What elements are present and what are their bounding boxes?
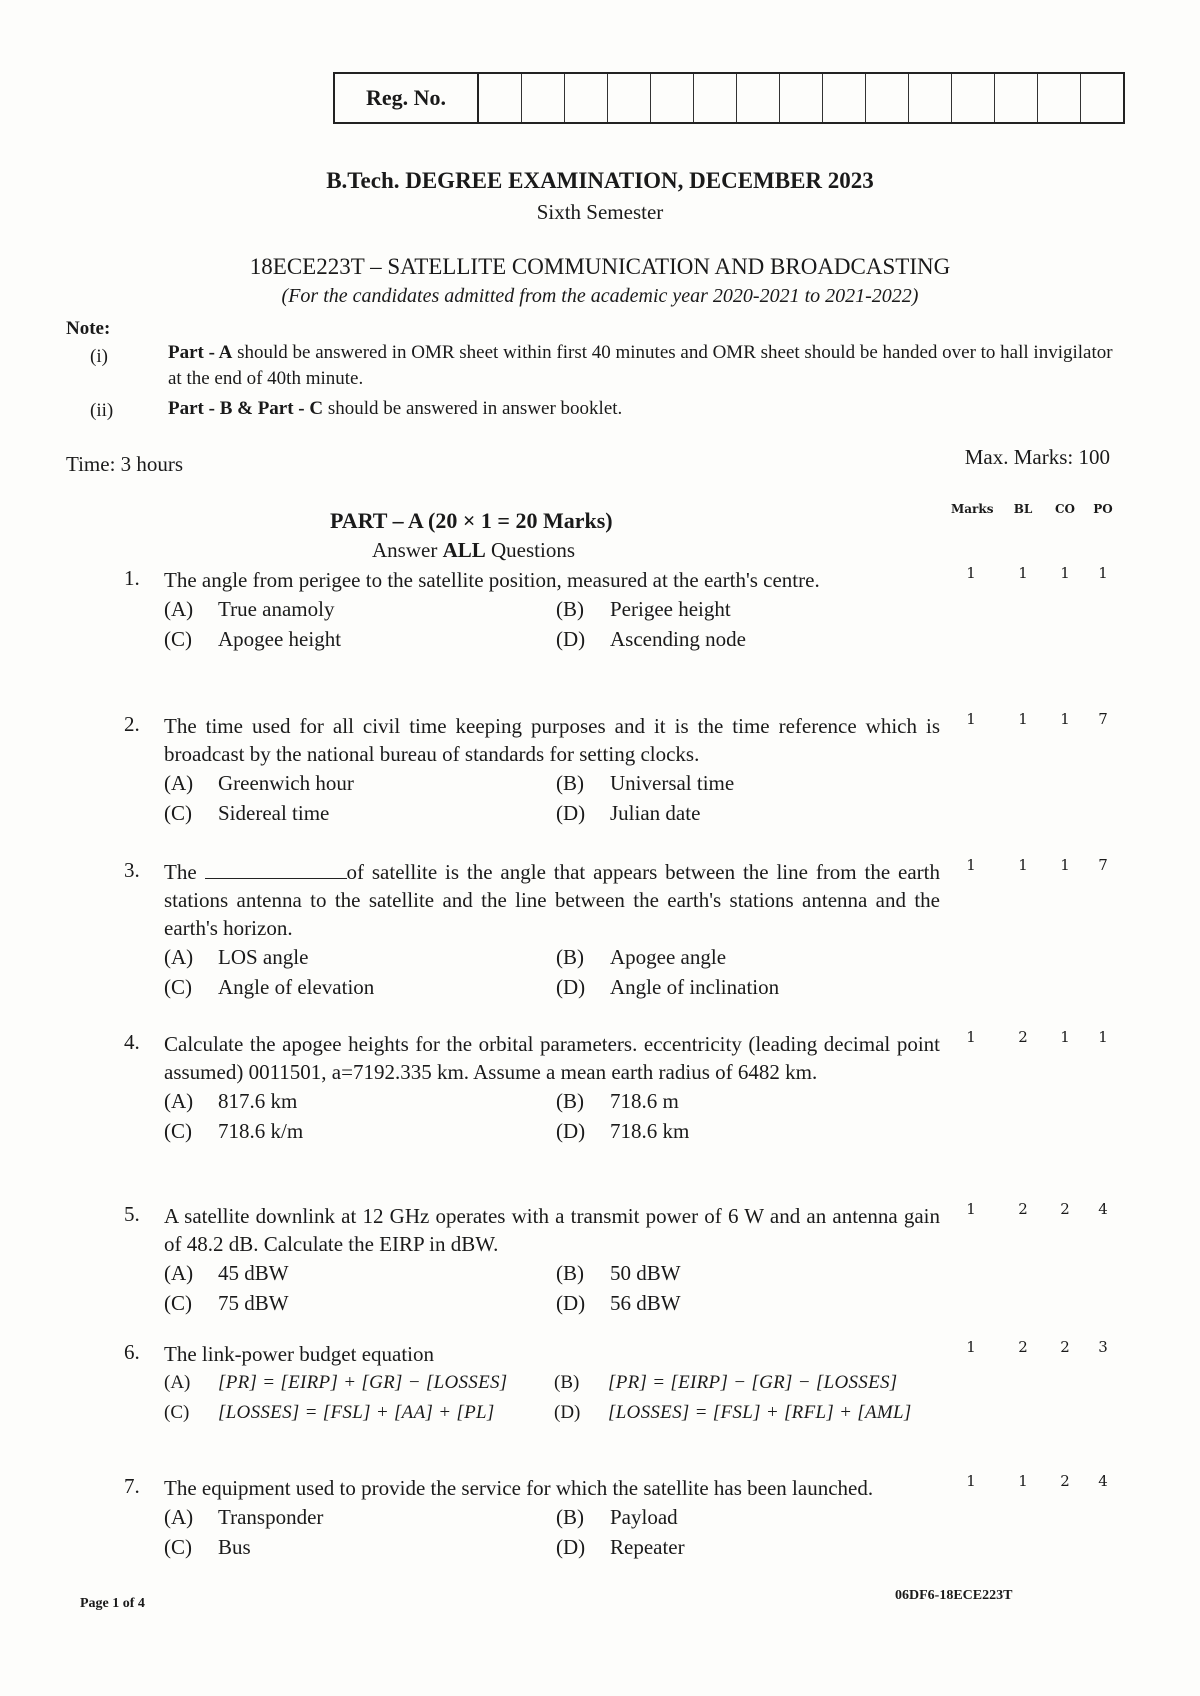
option-text: [LOSSES] = [FSL] + [RFL] + [AML] — [608, 1402, 912, 1423]
option — [556, 624, 976, 654]
option-text: Transponder — [218, 1505, 324, 1529]
instruction-bold: ALL — [442, 538, 486, 562]
option-text: 718.6 k/m — [218, 1119, 304, 1143]
option-text: Apogee height — [218, 627, 342, 651]
option-letter: (A) — [164, 1372, 191, 1393]
note-text: should be answered in answer booklet. — [323, 398, 623, 419]
question-number: 5. — [124, 1202, 140, 1226]
question-text: The link-power budget equation — [164, 1342, 435, 1366]
bl-value: 2 — [1018, 1028, 1028, 1046]
bl-value: 2 — [1018, 1338, 1028, 1356]
admitted-note: (For the candidates admitted from the academic year 2020-2021 to 2021-2022) — [281, 285, 919, 307]
marks-value: 1 — [966, 1028, 976, 1046]
po-value: 7 — [1098, 856, 1108, 874]
option — [164, 768, 556, 798]
option-letter: (C) — [164, 1402, 190, 1423]
note-item-number: (i) — [90, 346, 108, 367]
option-letter: (D) — [556, 627, 586, 651]
option — [556, 972, 976, 1002]
col-header-po: PO — [1093, 502, 1113, 516]
question-text: The time used for all civil time keeping purposes and it is the time reference which is broadcast by the national bureau of standards for setting clocks. — [164, 714, 940, 766]
marks-value: 1 — [966, 856, 976, 874]
option-letter: (C) — [164, 801, 192, 825]
reg-no-cell — [866, 74, 909, 122]
option-text: Angle of elevation — [218, 975, 375, 999]
option — [556, 1288, 976, 1318]
course-title: 18ECE223T – SATELLITE COMMUNICATION AND BROADCASTING — [249, 254, 951, 279]
reg-no-cell — [1038, 74, 1081, 122]
question-6 — [124, 1340, 940, 1428]
option-text: 56 dBW — [610, 1291, 681, 1315]
option — [164, 1288, 556, 1318]
option — [556, 1086, 976, 1116]
reg-no-box — [333, 72, 1125, 124]
option-letter: (B) — [554, 1372, 580, 1393]
option — [164, 798, 556, 828]
note-item-1 — [168, 340, 1113, 392]
option-letter: (C) — [164, 1535, 192, 1559]
option-letter: (D) — [556, 1535, 586, 1559]
option-letter: (B) — [556, 945, 584, 969]
question-7 — [124, 1474, 940, 1562]
note-heading: Note: — [66, 318, 111, 339]
question-number: 7. — [124, 1474, 140, 1498]
question-2 — [124, 712, 940, 828]
marks-value: 1 — [966, 1472, 976, 1490]
option — [556, 942, 976, 972]
option-text: 45 dBW — [218, 1261, 289, 1285]
reg-no-cell — [1081, 74, 1123, 122]
option-text: Payload — [610, 1505, 678, 1529]
question-3 — [124, 858, 940, 1002]
question-1 — [124, 566, 940, 654]
option — [164, 1368, 554, 1398]
options — [164, 1258, 940, 1318]
option-text: Apogee angle — [610, 945, 727, 969]
option-letter: (B) — [556, 597, 584, 621]
page-number: Page 1 of 4 — [80, 1596, 145, 1611]
po-value: 4 — [1098, 1472, 1108, 1490]
options — [164, 1368, 940, 1428]
option — [556, 1502, 976, 1532]
option-letter: (D) — [556, 975, 586, 999]
option-text: [LOSSES] = [FSL] + [AA] + [PL] — [218, 1402, 495, 1423]
option-letter: (D) — [556, 1291, 586, 1315]
option-letter: (C) — [164, 975, 192, 999]
options — [164, 594, 940, 654]
instruction-text: Answer — [372, 538, 443, 562]
option — [556, 798, 976, 828]
max-marks: Max. Marks: 100 — [964, 445, 1110, 469]
question-text-post: of satellite is the angle that appears between the line from the earth stations antenna to the satellite and the line between the earth's stations antenna and the earth's horizon. — [164, 860, 940, 940]
time-allowed: Time: 3 hours — [66, 452, 184, 476]
option — [556, 594, 976, 624]
option-text: 817.6 km — [218, 1089, 298, 1113]
reg-no-cell — [909, 74, 952, 122]
note-item-number: (ii) — [90, 400, 114, 421]
question-text: A satellite downlink at 12 GHz operates with a transmit power of 6 W and an antenna gain of 48.2 dB. Calculate the EIRP in dBW. — [164, 1204, 940, 1256]
option-letter: (D) — [554, 1402, 581, 1423]
option-text: True anamoly — [218, 597, 335, 621]
option — [164, 1086, 556, 1116]
option-letter: (C) — [164, 1119, 192, 1143]
reg-no-cell — [995, 74, 1038, 122]
reg-no-cell — [823, 74, 866, 122]
reg-no-cell — [522, 74, 565, 122]
option-letter: (A) — [164, 771, 194, 795]
option-letter: (D) — [556, 801, 586, 825]
co-value: 2 — [1060, 1338, 1070, 1356]
col-header-co: CO — [1054, 502, 1075, 516]
fill-in-blank — [205, 860, 347, 879]
option-letter: (A) — [164, 945, 194, 969]
options — [164, 942, 940, 1002]
option — [164, 1502, 556, 1532]
reg-no-cell — [737, 74, 780, 122]
question-number: 1. — [124, 566, 140, 590]
bl-value: 1 — [1018, 1472, 1028, 1490]
option-letter: (B) — [556, 1505, 584, 1529]
option-text: Greenwich hour — [218, 771, 354, 795]
po-value: 4 — [1098, 1200, 1108, 1218]
col-header-bl: BL — [1013, 502, 1033, 516]
po-value: 1 — [1098, 1028, 1108, 1046]
part-a-heading: PART – A (20 × 1 = 20 Marks) — [330, 508, 613, 533]
option — [556, 1116, 976, 1146]
question-text: Calculate the apogee heights for the orbital parameters. eccentricity (leading decimal point assumed) 0011501, a=7192.335 km. Assume a mean earth radius of 6482 km. — [164, 1032, 940, 1084]
option — [554, 1398, 984, 1428]
question-4 — [124, 1030, 940, 1146]
reg-no-cell — [780, 74, 823, 122]
question-text: The equipment used to provide the service for which the satellite has been launched. — [164, 1476, 874, 1500]
option — [556, 1258, 976, 1288]
option — [164, 624, 556, 654]
co-value: 2 — [1060, 1472, 1070, 1490]
note-bold: Part - B & Part - C — [168, 398, 324, 419]
option — [554, 1368, 984, 1398]
option — [164, 972, 556, 1002]
option-letter: (A) — [164, 1261, 194, 1285]
option — [164, 1258, 556, 1288]
option-text: Bus — [218, 1535, 251, 1559]
co-value: 1 — [1060, 564, 1070, 582]
bl-value: 1 — [1018, 856, 1028, 874]
option-text: Repeater — [610, 1535, 685, 1559]
co-value: 1 — [1060, 1028, 1070, 1046]
option-letter: (A) — [164, 1089, 194, 1113]
option — [556, 768, 976, 798]
exam-title: B.Tech. DEGREE EXAMINATION, DECEMBER 2023 — [326, 168, 874, 193]
option-text: 75 dBW — [218, 1291, 289, 1315]
reg-no-cell — [608, 74, 651, 122]
option-letter: (B) — [556, 1261, 584, 1285]
option-letter: (A) — [164, 597, 194, 621]
option-text: 718.6 km — [610, 1119, 690, 1143]
option-text: Universal time — [610, 771, 735, 795]
option-letter: (D) — [556, 1119, 586, 1143]
note-bold: Part - A — [168, 342, 233, 363]
option — [556, 1532, 976, 1562]
co-value: 1 — [1060, 856, 1070, 874]
option — [164, 1398, 554, 1428]
option-text: [PR] = [EIRP] − [GR] − [LOSSES] — [608, 1372, 898, 1393]
option-text: [PR] = [EIRP] + [GR] − [LOSSES] — [218, 1372, 508, 1393]
question-number: 2. — [124, 712, 140, 736]
reg-no-cell — [479, 74, 522, 122]
option-text: 718.6 m — [610, 1089, 679, 1113]
bl-value: 1 — [1018, 564, 1028, 582]
option-letter: (A) — [164, 1505, 194, 1529]
marks-value: 1 — [966, 710, 976, 728]
question-text: The angle from perigee to the satellite position, measured at the earth's centre. — [164, 568, 820, 592]
question-text — [164, 858, 940, 942]
option-text: 50 dBW — [610, 1261, 681, 1285]
note-text: should be answered in OMR sheet within first 40 minutes and OMR sheet should be handed over to hall invigilator at the end of 40th minute. — [168, 342, 1113, 389]
option-text: Angle of inclination — [610, 975, 780, 999]
reg-no-label: Reg. No. — [335, 74, 479, 122]
marks-value: 1 — [966, 1200, 976, 1218]
paper-code: 06DF6-18ECE223T — [895, 1588, 1013, 1603]
option-text: Sidereal time — [218, 801, 330, 825]
option-text: Perigee height — [610, 597, 731, 621]
question-5 — [124, 1202, 940, 1318]
bl-value: 1 — [1018, 710, 1028, 728]
options — [164, 768, 940, 828]
reg-no-cell — [565, 74, 608, 122]
option-letter: (B) — [556, 1089, 584, 1113]
option-letter: (B) — [556, 771, 584, 795]
option — [164, 942, 556, 972]
po-value: 1 — [1098, 564, 1108, 582]
marks-value: 1 — [966, 1338, 976, 1356]
note-item-2 — [168, 396, 1113, 422]
marks-value: 1 — [966, 564, 976, 582]
question-number: 3. — [124, 858, 140, 882]
bl-value: 2 — [1018, 1200, 1028, 1218]
col-header-marks: Marks — [951, 502, 994, 516]
semester: Sixth Semester — [536, 200, 664, 224]
options — [164, 1086, 940, 1146]
co-value: 1 — [1060, 710, 1070, 728]
question-number: 4. — [124, 1030, 140, 1054]
instruction-text: Questions — [485, 538, 576, 562]
question-text-pre: The — [164, 860, 205, 884]
po-value: 3 — [1098, 1338, 1108, 1356]
option-text: Julian date — [610, 801, 701, 825]
part-a-instruction — [372, 538, 575, 563]
po-value: 7 — [1098, 710, 1108, 728]
option — [164, 594, 556, 624]
option-letter: (C) — [164, 627, 192, 651]
option — [164, 1116, 556, 1146]
options — [164, 1502, 940, 1562]
reg-no-cell — [651, 74, 694, 122]
co-value: 2 — [1060, 1200, 1070, 1218]
option-letter: (C) — [164, 1291, 192, 1315]
reg-no-cell — [952, 74, 995, 122]
question-number: 6. — [124, 1340, 140, 1364]
option-text: Ascending node — [610, 627, 746, 651]
option-text: LOS angle — [218, 945, 309, 969]
reg-no-cell — [694, 74, 737, 122]
option — [164, 1532, 556, 1562]
